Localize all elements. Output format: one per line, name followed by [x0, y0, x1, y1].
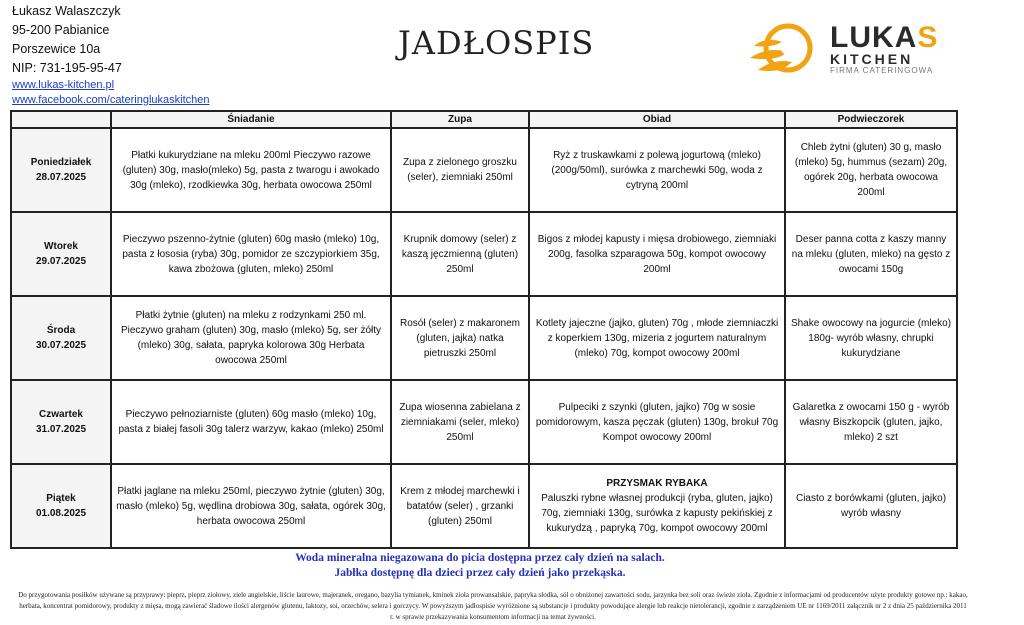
- chef-hands-logo-icon: [748, 18, 828, 82]
- dinner-text: Bigos z młodej kapusty i mięsa drobiowego, ziemniaki 200g, fasolka szparagowa 50g, kompot owocowy 200ml: [537, 233, 777, 275]
- snack-cell: Shake owocowy na jogurcie (mleko) 180g- wyrób własny, chrupki kukurydziane: [785, 296, 957, 380]
- table-row: [11, 128, 957, 212]
- dinner-text: Pulpeciki z szynki (gluten, jajko) 70g w sosie pomidorowym, kasza pęczak (gluten) 130g, brokuł 70g Kompot owocowy 200ml: [535, 401, 779, 443]
- breakfast-cell: Pieczywo pełnoziarniste (gluten) 60g masło (mleko) 10g, pasta z białej fasoli 30g talerz warzyw, kakao (mleko) 250ml: [111, 380, 391, 464]
- day-name: Poniedziałek: [30, 157, 92, 168]
- soup-cell: Krupnik domowy (seler) z kaszą jęczmienną (gluten) 250ml: [391, 212, 529, 296]
- company-nip: NIP: 731-195-95-47: [12, 61, 122, 75]
- facebook-link[interactable]: www.facebook.com/cateringlukaskitchen: [12, 94, 210, 106]
- day-date: 29.07.2025: [35, 256, 87, 267]
- day-cell: [11, 128, 111, 212]
- header-row: [11, 111, 957, 128]
- header-corner: [11, 111, 111, 128]
- logo: [748, 18, 948, 82]
- notes: [0, 551, 960, 581]
- dinner-cell: [529, 296, 785, 380]
- day-cell: [11, 296, 111, 380]
- dinner-title: PRZYSMAK RYBAKA: [606, 478, 708, 489]
- table-row: [11, 212, 957, 296]
- logo-kitchen: KITCHEN: [830, 51, 914, 67]
- note-water: Woda mineralna niegazowana do picia dostępna przez cały dzień na salach.: [295, 552, 665, 564]
- soup-cell: Zupa wiosenna zabielana z ziemniakami (seler, mleko) 250ml: [391, 380, 529, 464]
- snack-cell: Deser panna cotta z kaszy manny na mleku (gluten, mleko) na gęsto z owocami 150g: [785, 212, 957, 296]
- table-row: [11, 296, 957, 380]
- snack-cell: Chleb żytni (gluten) 30 g, masło (mleko) 5g, hummus (sezam) 20g, ogórek 20g, herbata owocowa 200ml: [785, 128, 957, 212]
- day-name: Piątek: [46, 493, 76, 504]
- company-info: [12, 2, 209, 108]
- soup-cell: Krem z młodej marchewki i batatów (seler) , grzanki (gluten) 250ml: [391, 464, 529, 548]
- company-postal: 95-200 Pabianice: [12, 23, 110, 37]
- soup-cell: Rosół (seler) z makaronem (gluten, jajka) natka pietruszki 250ml: [391, 296, 529, 380]
- dinner-text: Paluszki rybne własnej produkcji (ryba, gluten, jajko) 70g, ziemniaki 130g, surówka z kapusty pekińskiej z kukurydzą , papryką 70g, kompot owocowy 200ml: [541, 493, 773, 534]
- dinner-text: Kotlety jajeczne (jajko, gluten) 70g , młode ziemniaczki z koperkiem 130g, mizeria z jogurtem naturalnym (mleko) 70g, kompot owocowy 200ml: [535, 317, 779, 359]
- soup-cell: Zupa z zielonego groszku (seler), ziemniaki 250ml: [391, 128, 529, 212]
- menu-table: [10, 110, 958, 549]
- breakfast-cell: Płatki żytnie (gluten) na mleku z rodzynkami 250 ml. Pieczywo graham (gluten) 30g, masło (mleko) 5g, ser żółty (mleko) 30g, sałata, papryka kolorowa 30g Herbata owocowa 250ml: [111, 296, 391, 380]
- logo-subtitle: FIRMA CATERINGOWA: [830, 66, 934, 75]
- breakfast-cell: Płatki jaglane na mleku 250ml, pieczywo żytnie (gluten) 30g, masło (mleko) 5g, wędlina drobiowa 30g, sałata, ogórek 30g, herbata owocowa 250ml: [111, 464, 391, 548]
- snack-cell: Ciasto z borówkami (gluten, jajko) wyrób własny: [785, 464, 957, 548]
- day-date: 28.07.2025: [35, 172, 87, 183]
- header-dinner: Obiad: [529, 111, 785, 128]
- logo-wordmark: [830, 21, 939, 54]
- dinner-text: Ryż z truskawkami z polewą jogurtową (mleko) (200g/50ml), surówka z marchewki 50g, woda z cytryną 200ml: [551, 149, 763, 191]
- day-name: Wtorek: [44, 241, 78, 252]
- breakfast-cell: Pieczywo pszenno-żytnie (gluten) 60g masło (mleko) 10g, pasta z łososia (ryba) 30g, pomidor ze szczypiorkiem 35g, kawa zbożowa (gluten, mleko) 250ml: [111, 212, 391, 296]
- day-name: Środa: [46, 325, 76, 336]
- day-cell: [11, 464, 111, 548]
- logo-word-b: S: [917, 21, 939, 54]
- website-link[interactable]: www.lukas-kitchen.pl: [12, 79, 115, 91]
- logo-word-a: LUKA: [830, 21, 918, 54]
- breakfast-cell: Płatki kukurydziane na mleku 200ml Pieczywo razowe (gluten) 30g, masło(mleko) 5g, pasta z twarogu i awokado 30g (mleko), rzodkiewka 30g, herbata owocowa 250ml: [111, 128, 391, 212]
- header-snack: Podwieczorek: [785, 111, 957, 128]
- dinner-cell: [529, 212, 785, 296]
- snack-cell: Galaretka z owocami 150 g - wyrób własny Biszkopcik (gluten, jajko, mleko) 2 szt: [785, 380, 957, 464]
- day-date: 30.07.2025: [35, 340, 87, 351]
- page-title: JADŁOSPIS: [398, 24, 595, 62]
- dinner-cell: [529, 464, 785, 548]
- company-street: Porszewice 10a: [12, 42, 101, 56]
- header-soup: Zupa: [391, 111, 529, 128]
- dinner-cell: [529, 380, 785, 464]
- company-name: Łukasz Walaszczyk: [12, 4, 121, 18]
- dinner-cell: [529, 128, 785, 212]
- day-cell: [11, 212, 111, 296]
- day-date: 01.08.2025: [35, 508, 87, 519]
- day-date: 31.07.2025: [35, 424, 87, 435]
- table-row: [11, 464, 957, 548]
- day-name: Czwartek: [39, 409, 83, 420]
- table-row: [11, 380, 957, 464]
- allergen-footnote: Do przygotowania posiłków używane są przyprawy: pieprz, pieprz ziołowy, ziele angielskie, liście laurowe, majeranek, oregano, bazylia tymianek, kminek zioła prowansalskie, papryka słodka, sól o obniżonej zawartości sodu, jarzynka bez soli oraz świeże zioła. Zgodnie z informacjami od producentów użyte produkty gotowe np.: kakao, herbata, koncentrat pomidorowy, produkty z mięsa, mogą zawierać śladowe ilości alergenów glutenu, laktozy, soi, orzechów, selera i gorczycy. W powyższym jadłospisie wyróżnione są substancje i produkty powodujące alergie lub reakcje nietolerancji, zgodnie z zarządzeniem UE nr 1169/2011 załącznik nr 2 z dnia 25 października 2011 r. w sprawie przekazywania konsumentom informacji na temat żywności.: [18, 591, 968, 621]
- note-apples: Jabłka dostępnę dla dzieci przez cały dzień jako przekąska.: [334, 567, 626, 579]
- day-cell: [11, 380, 111, 464]
- header-breakfast: Śniadanie: [111, 111, 391, 128]
- logo-text: [830, 21, 939, 76]
